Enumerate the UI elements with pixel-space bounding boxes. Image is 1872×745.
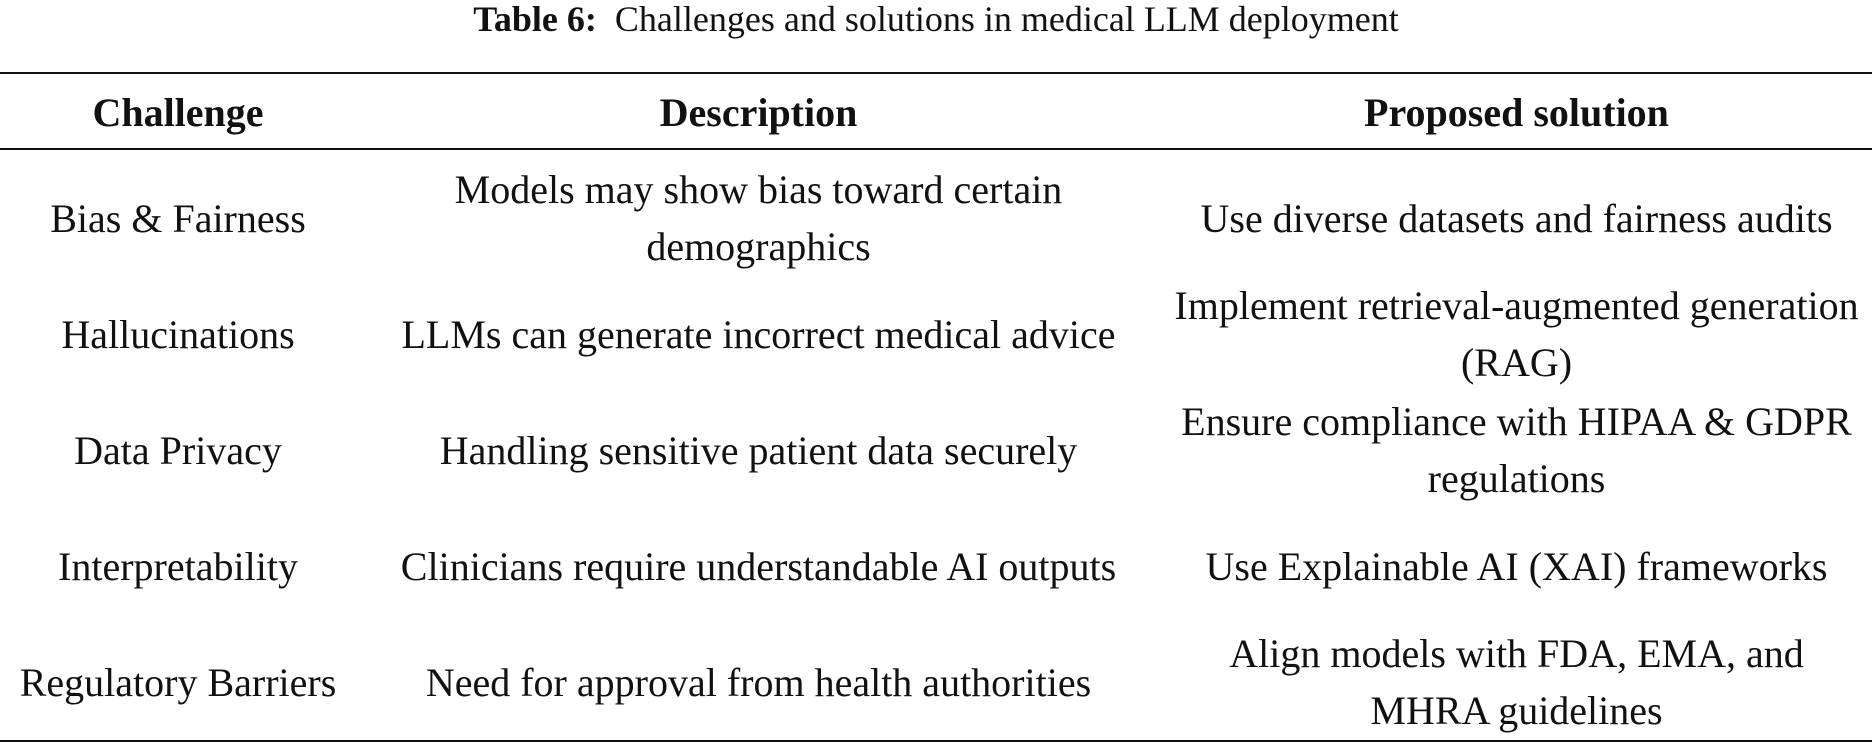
table-row bbox=[0, 392, 1872, 508]
solution-cell: Align models with FDA, EMA, and MHRA guidelines bbox=[1229, 631, 1804, 733]
table-row bbox=[0, 624, 1872, 741]
challenge-cell: Data Privacy bbox=[74, 427, 282, 473]
challenge-cell: Regulatory Barriers bbox=[19, 659, 337, 705]
table-caption-label: Table 6: bbox=[473, 0, 597, 39]
description-cell: Handling sensitive patient data securely bbox=[439, 427, 1078, 473]
description-cell: Need for approval from health authorities bbox=[425, 659, 1092, 705]
solution-cell: Use diverse datasets and fairness audits bbox=[1200, 195, 1833, 241]
description-cell: LLMs can generate incorrect medical advice bbox=[401, 311, 1116, 357]
challenge-cell: Interpretability bbox=[58, 543, 298, 589]
solution-cell: Use Explainable AI (XAI) frameworks bbox=[1205, 543, 1828, 589]
description-cell: Clinicians require understandable AI outputs bbox=[400, 543, 1117, 589]
challenges-table-container bbox=[0, 72, 1872, 742]
challenge-cell: Bias & Fairness bbox=[50, 195, 306, 241]
challenge-cell: Hallucinations bbox=[61, 311, 295, 357]
table-row bbox=[0, 276, 1872, 392]
table-row bbox=[0, 149, 1872, 276]
solution-cell: Ensure compliance with HIPAA & GDPR regulations bbox=[1181, 399, 1852, 501]
table-header-row bbox=[0, 73, 1872, 149]
header-description: Description bbox=[659, 90, 858, 135]
header-challenge: Challenge bbox=[92, 90, 264, 135]
table-row bbox=[0, 508, 1872, 624]
description-cell: Models may show bias toward certain demographics bbox=[454, 167, 1063, 269]
table-caption bbox=[0, 0, 1872, 38]
header-proposed-solution: Proposed solution bbox=[1364, 90, 1669, 135]
table-caption-text: Challenges and solutions in medical LLM deployment bbox=[614, 0, 1399, 39]
challenges-table bbox=[0, 72, 1872, 742]
solution-cell: Implement retrieval-augmented generation (RAG) bbox=[1174, 283, 1859, 385]
